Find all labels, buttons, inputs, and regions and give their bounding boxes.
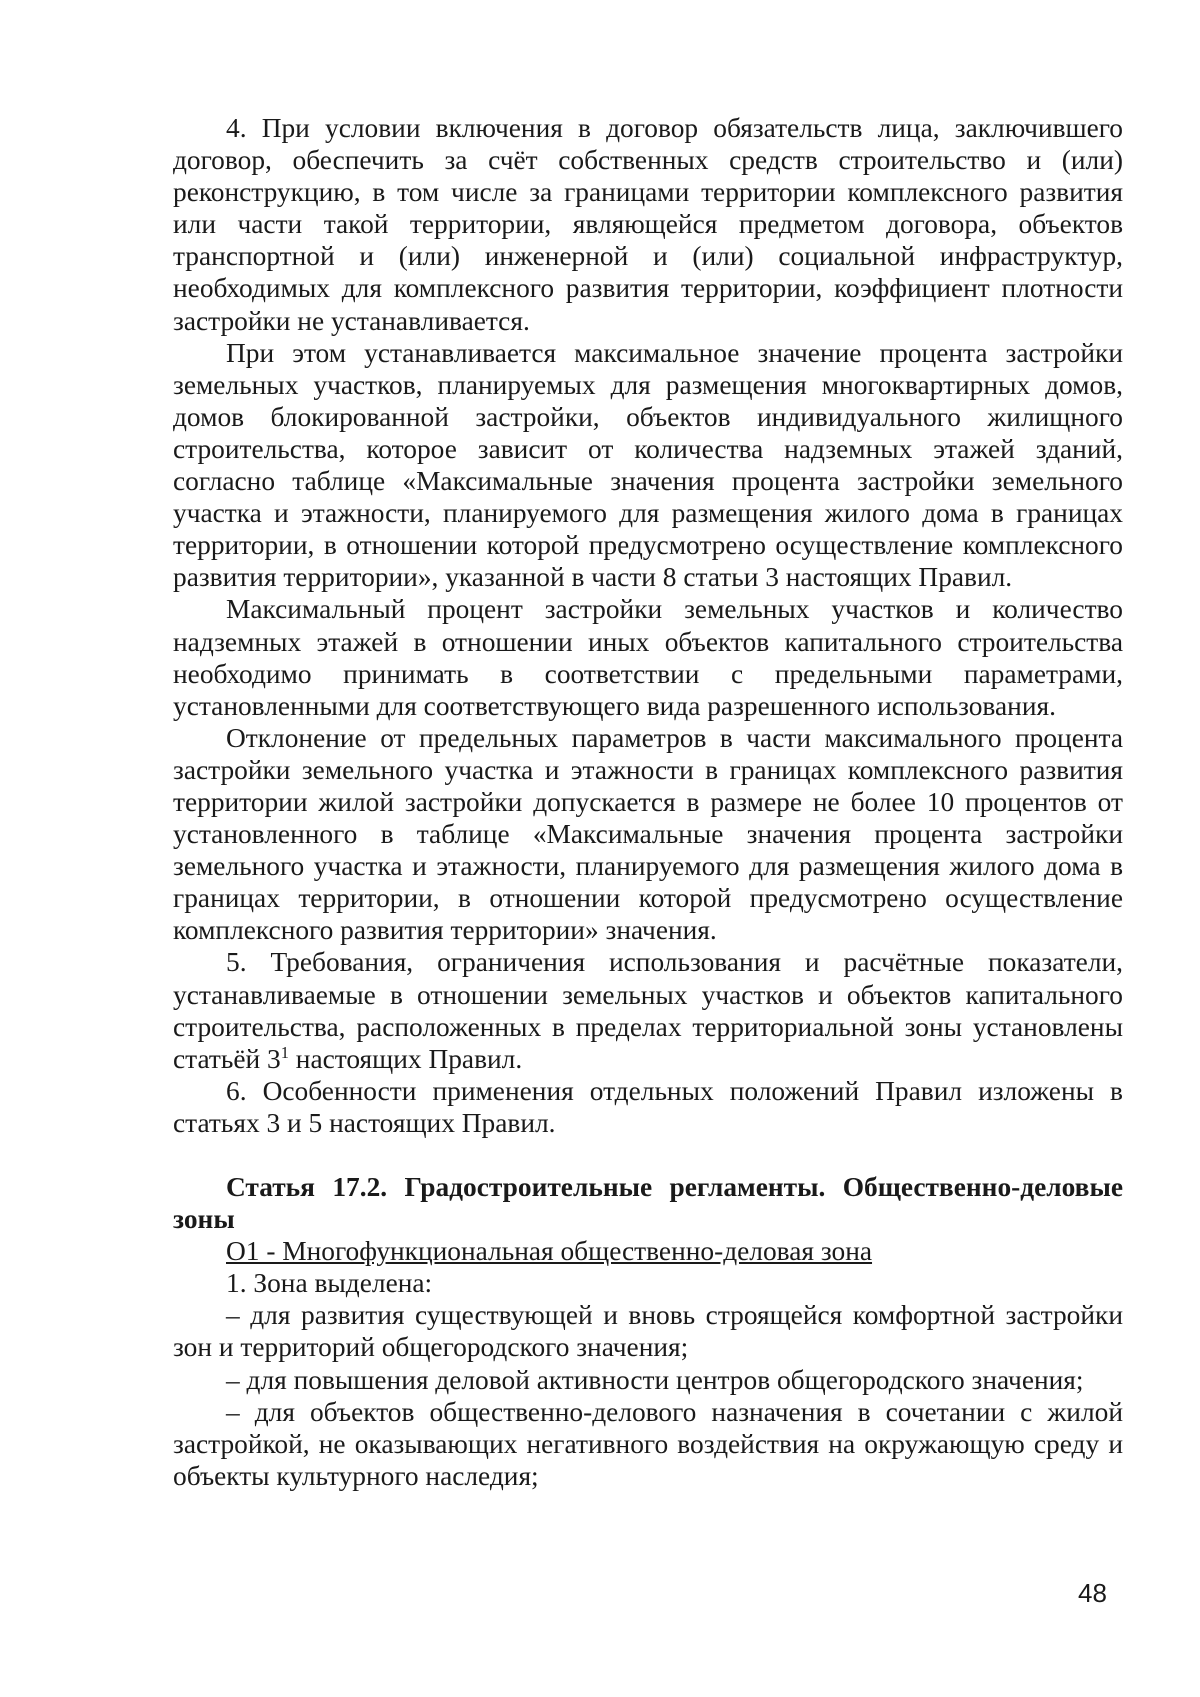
paragraph-item-4: 4. При условии включения в договор обязательств лица, заключившего договор, обеспечить за счёт собственных средств строительство и (или) реконструкцию, в том числе за границами территории комплексного развития или части такой территории, являющейся предметом договора, объектов транспортной и (или) инженерной и (или) социальной инфраструктур, необходимых для комплексного развития территории, коэффициент плотности застройки не устанавливается. bbox=[173, 113, 1123, 336]
paragraph-item-6: 6. Особенности применения отдельных положений Правил изложены в статьях 3 и 5 настоящих Правил. bbox=[173, 1075, 1123, 1138]
zone-intro: 1. Зона выделена: bbox=[226, 1268, 433, 1299]
item-5-superscript: 1 bbox=[280, 1042, 289, 1062]
paragraph-other-objects: Максимальный процент застройки земельных участков и количество надземных этажей в отношении иных объектов капитального строительства необходимо принимать в соответствии с предельными параметрами, установленными для соответствующего вида разрешенного использования. bbox=[173, 594, 1123, 721]
article-heading: Статья 17.2. Градостроительные регламенты. Общественно-деловые зоны bbox=[173, 1172, 1123, 1235]
zone-item-1: – для развития существующей и вновь строящейся комфортной застройки зон и территорий общегородского значения; bbox=[173, 1300, 1123, 1363]
zone-item-3: – для объектов общественно-делового назначения в сочетании с жилой застройкой, не оказывающих негативного воздействия на окружающую среду и объекты культурного наследия; bbox=[173, 1396, 1123, 1491]
spacer bbox=[173, 1139, 1123, 1171]
item-5-text: 5. Требования, ограничения использования и расчётные показатели, устанавливаемые в отношении земельных участков и объектов капитального строительства, расположенных в пределах территориальной зоны установлены статьёй 3 bbox=[173, 947, 1123, 1074]
zone-title-line bbox=[173, 1235, 1123, 1267]
document-page bbox=[173, 112, 1123, 1492]
paragraph-item-5 bbox=[173, 946, 1123, 1074]
zone-item-2: – для повышения деловой активности центров общегородского значения; bbox=[226, 1364, 1084, 1395]
page-number: 48 bbox=[1078, 1578, 1107, 1608]
item-5-text-end: настоящих Правил. bbox=[288, 1043, 523, 1074]
zone-title: О1 - Многофункциональная общественно-деловая зона bbox=[226, 1236, 873, 1267]
paragraph-max-percent: При этом устанавливается максимальное значение процента застройки земельных участков, планируемых для размещения многоквартирных домов, домов блокированной застройки, объектов индивидуального жилищного строительства, которое зависит от количества надземных этажей зданий, согласно таблице «Максимальные значения процента застройки земельного участка и этажности, планируемого для размещения жилого дома в границах территории, в отношении которой предусмотрено осуществление комплексного развития территории», указанной в части 8 статьи 3 настоящих Правил. bbox=[173, 337, 1123, 593]
paragraph-deviation: Отклонение от предельных параметров в части максимального процента застройки земельного участка и этажности в границах комплексного развития территории жилой застройки допускается в размере не более 10 процентов от установленного в таблице «Максимальные значения процента застройки земельного участка и этажности, планируемого для размещения жилого дома в границах территории, в отношении которой предусмотрено осуществление комплексного развития территории» значения. bbox=[173, 722, 1123, 946]
